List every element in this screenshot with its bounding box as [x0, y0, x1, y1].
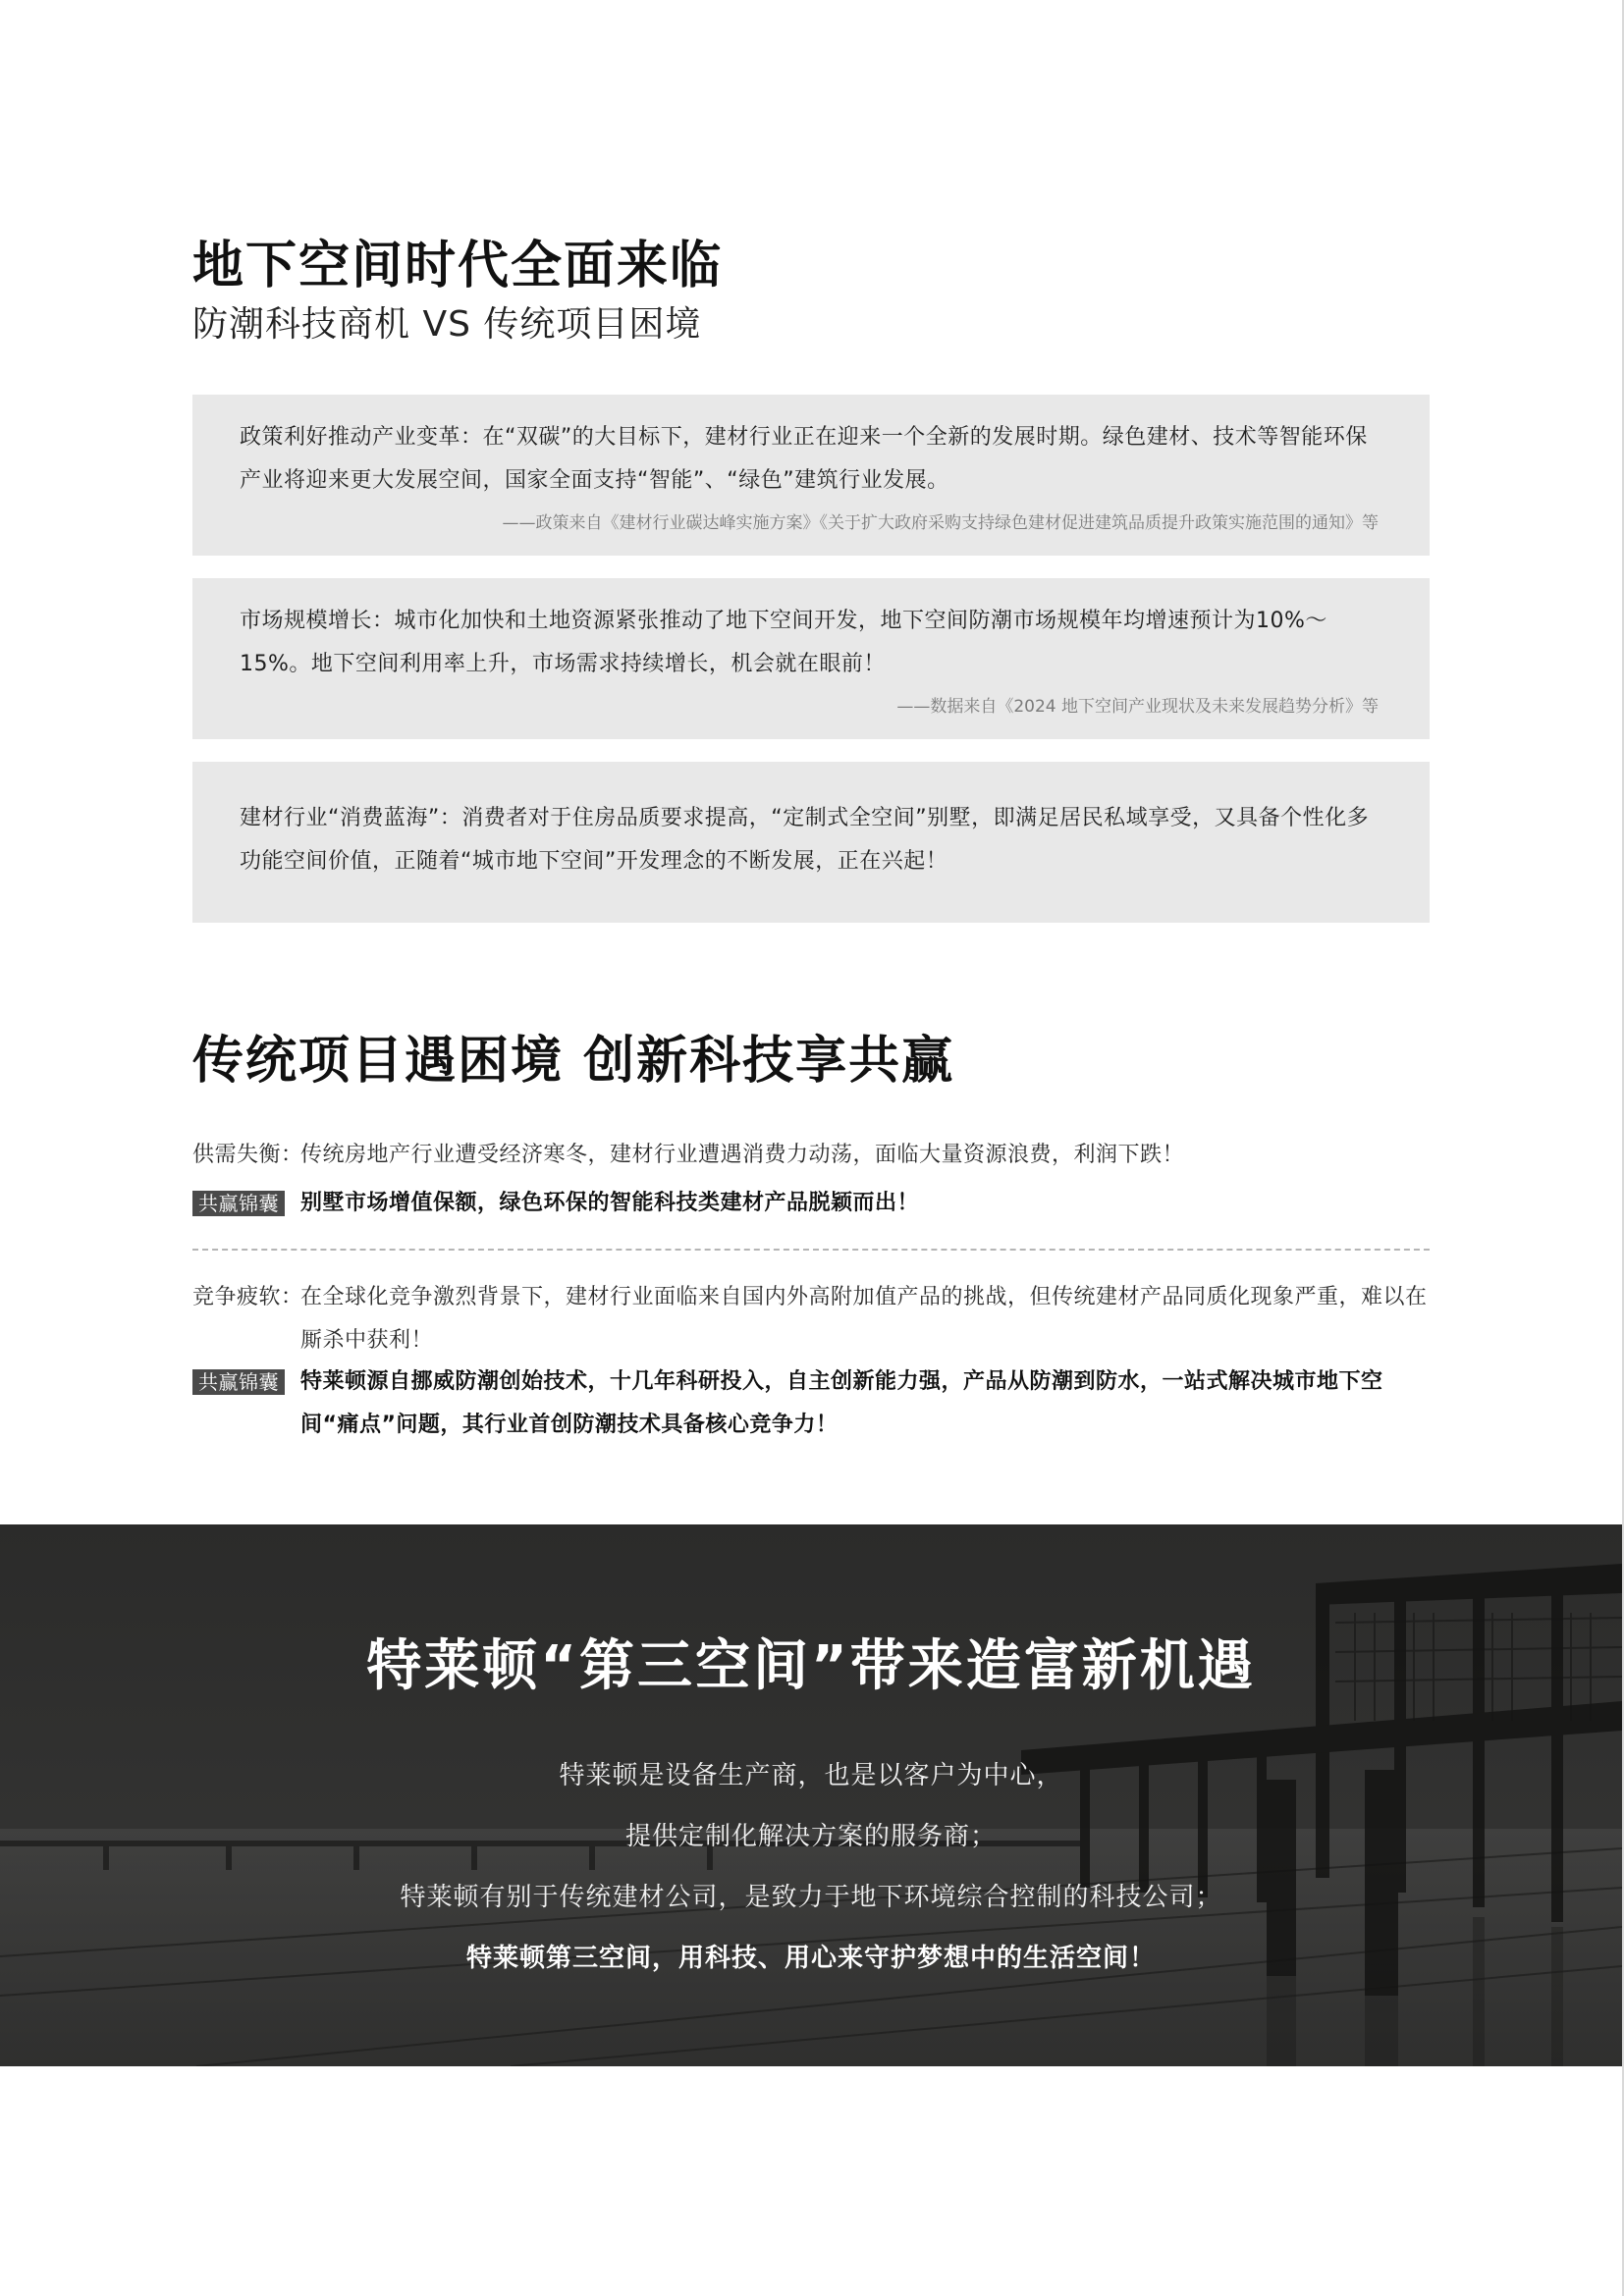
info-box-source: ——数据来自《2024 地下空间产业现状及未来发展趋势分析》等 — [896, 697, 1379, 717]
problem-label: 供需失衡： — [192, 1143, 303, 1167]
problem-text: 在全球化竞争激烈背景下，建材行业面临来自国内外高附加值产品的挑战，但传统建材产品同质化现象严重，难以在厮杀中获利！ — [300, 1285, 1428, 1353]
solution-text: 特莱顿源自挪威防潮创始技术，十几年科研投入，自主创新能力强，产品从防潮到防水，一站式解决城市地下空间“痛点”问题，其行业首创防潮技术具备核心竞争力！ — [300, 1369, 1383, 1437]
info-box-policy — [192, 395, 1430, 556]
banner-line: 提供定制化解决方案的服务商； — [624, 1822, 997, 1851]
section-title-2: 传统项目遇困境 创新科技享共赢 — [192, 1032, 955, 1091]
banner-line: 特莱顿是设备生产商，也是以客户为中心， — [559, 1761, 1063, 1790]
architecture-background-image — [0, 1524, 1622, 2066]
solution-badge: 共赢锦囊 — [192, 1369, 285, 1395]
info-box-text: 市场规模增长：城市化加快和土地资源紧张推动了地下空间开发，地下空间防潮市场规模年均增速预计为10%～15%。地下空间利用率上升，市场需求持续增长，机会就在眼前！ — [240, 609, 1327, 676]
banner-slogan: 特莱顿第三空间，用科技、用心来守护梦想中的生活空间！ — [465, 1944, 1156, 1973]
section-subtitle: 防潮科技商机 VS 传统项目困境 — [192, 304, 702, 345]
info-box-consumer — [192, 762, 1430, 923]
info-box-market — [192, 578, 1430, 739]
problem-label: 竞争疲软： — [192, 1285, 303, 1309]
banner-line: 特莱顿有别于传统建材公司，是致力于地下环境综合控制的科技公司； — [400, 1883, 1222, 1912]
problem-text: 传统房地产行业遭受经济寒冬，建材行业遭遇消费力动荡，面临大量资源浪费，利润下跌！ — [300, 1143, 1185, 1167]
info-box-text: 政策利好推动产业变革：在“双碳”的大目标下，建材行业正在迎来一个全新的发展时期。绿色建材、技术等智能环保产业将迎来更大发展空间，国家全面支持“智能”、“绿色”建筑行业发展。 — [240, 425, 1368, 493]
section-title: 地下空间时代全面来临 — [192, 237, 724, 295]
solution-badge: 共赢锦囊 — [192, 1191, 285, 1216]
info-box-source: ——政策来自《建材行业碳达峰实施方案》《关于扩大政府采购支持绿色建材促进建筑品质提升政策实施范围的通知》等 — [502, 513, 1379, 533]
promo-banner — [0, 1524, 1622, 2066]
banner-title: 特莱顿“第三空间”带来造富新机遇 — [366, 1634, 1256, 1698]
solution-text: 别墅市场增值保额，绿色环保的智能科技类建材产品脱颖而出！ — [300, 1191, 920, 1215]
dashed-divider — [192, 1249, 1430, 1251]
info-box-text: 建材行业“消费蓝海”：消费者对于住房品质要求提高，“定制式全空间”别墅，即满足居民私域享受，又具备个性化多功能空间价值，正随着“城市地下空间”开发理念的不断发展，正在兴起！ — [240, 806, 1370, 874]
